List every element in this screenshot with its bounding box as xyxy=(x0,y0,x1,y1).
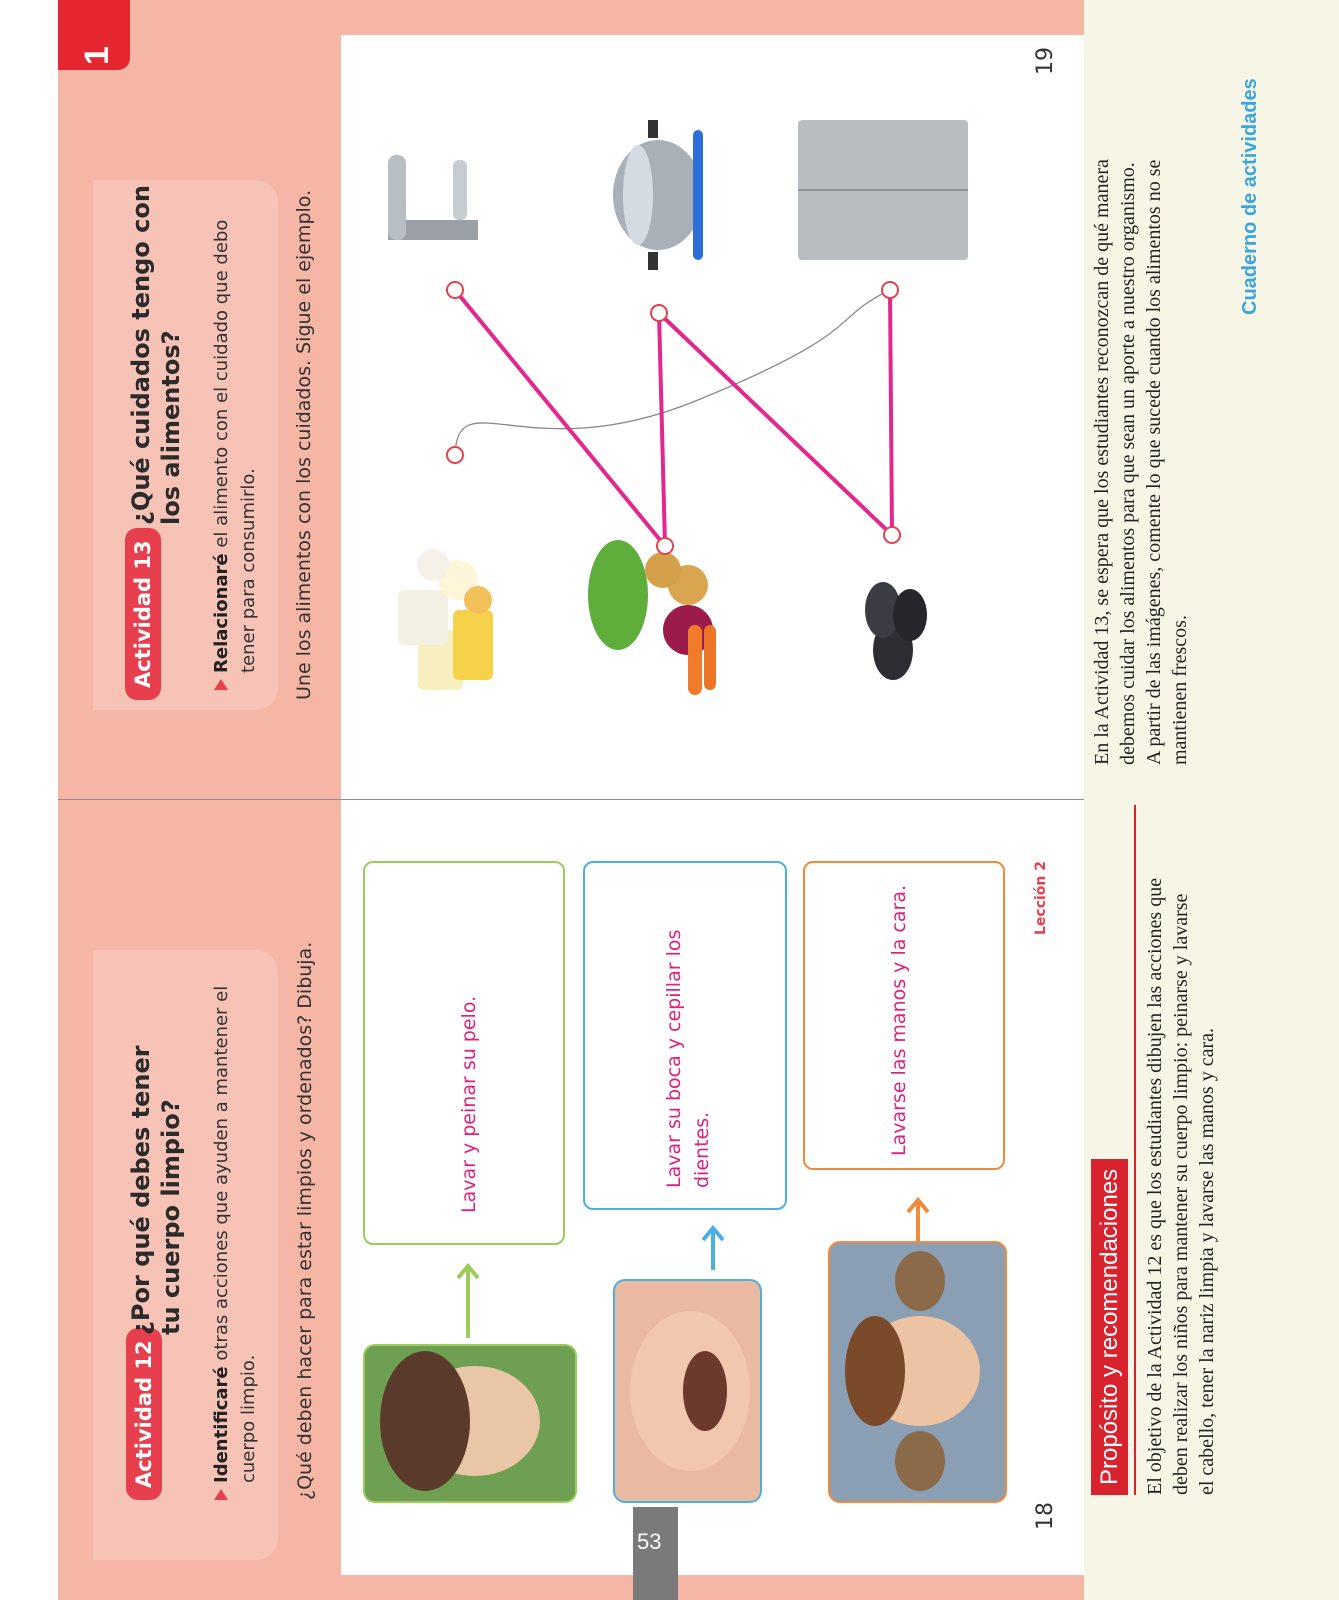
bullet-triangle-icon xyxy=(214,1489,228,1500)
girl-hair-photo xyxy=(363,1344,577,1503)
answer-text: Lavar y peinar su pelo. xyxy=(458,995,480,1213)
activity-title: ¿Qué cuidados tengo con los alimentos? xyxy=(127,185,185,525)
guide-heading: Propósito y recomendaciones xyxy=(1096,1159,1124,1495)
activity-instruction: ¿Qué deben hacer para estar limpios y ordenados? Dibuja. xyxy=(294,941,316,1500)
arrow-right-icon xyxy=(453,1258,483,1338)
right-page xyxy=(58,0,1106,800)
arrow-right-icon xyxy=(698,1220,728,1270)
boy-dirty-hands-photo xyxy=(828,1241,1007,1503)
activity-objective: Identificaré otras acciones que ayuden a mantener el cuerpo limpio. xyxy=(208,940,262,1500)
guide-paragraph-activity-13: En la Actividad 13, se espera que los estudiantes reconozcan de qué manera debemos cuidar los alimentos para que sean un aporte a nuestro organismo. A partir de las imágenes, comente lo que sucede cuando los alimentos no se mantienen frescos. xyxy=(1091,159,1191,765)
child-teeth-photo xyxy=(613,1279,762,1503)
matching-lines xyxy=(58,0,1106,800)
page-number-right: 19 xyxy=(1033,47,1058,75)
heading-rule xyxy=(1134,805,1136,1495)
activity-title: ¿Por qué debes tener tu cuerpo limpio? xyxy=(127,1045,185,1335)
guide-paragraph-activity-12: El objetivo de la Actividad 12 es que los estudiantes dibujen las acciones que deben realizar los niños para mantener su cuerpo limpio: peinarse y lavarse el cabello, tener la nariz limpia y lavarse las manos y cara. xyxy=(1144,877,1218,1495)
answer-box[interactable] xyxy=(363,861,565,1245)
answer-text: Lavar su boca y cepillar los dientes. xyxy=(663,929,713,1188)
activity-instruction: Une los alimentos con los cuidados. Sigue el ejemplo. xyxy=(293,189,315,700)
book-page-number-box xyxy=(633,1507,678,1600)
workbook-link[interactable]: Cuaderno de actividades xyxy=(1239,78,1261,315)
left-page xyxy=(58,800,1106,1600)
teacher-guide-content xyxy=(1084,0,1339,1600)
arrow-right-icon xyxy=(903,1192,933,1242)
unit-number: 1 xyxy=(77,46,116,65)
answer-box[interactable] xyxy=(803,861,1005,1170)
lesson-label: Lección 2 xyxy=(1033,860,1049,935)
activity-objective: Relacionaré el alimento con el cuidado que debo tener para consumirlo. xyxy=(208,170,262,690)
activity-badge: Actividad 12 xyxy=(126,1328,162,1500)
page-number-left: 18 xyxy=(1033,1502,1058,1530)
answer-box[interactable] xyxy=(583,861,787,1210)
book-page-number: 53 xyxy=(637,1529,662,1554)
activity-badge: Actividad 13 xyxy=(125,528,161,700)
answer-text: Lavarse las manos y la cara. xyxy=(888,884,910,1156)
